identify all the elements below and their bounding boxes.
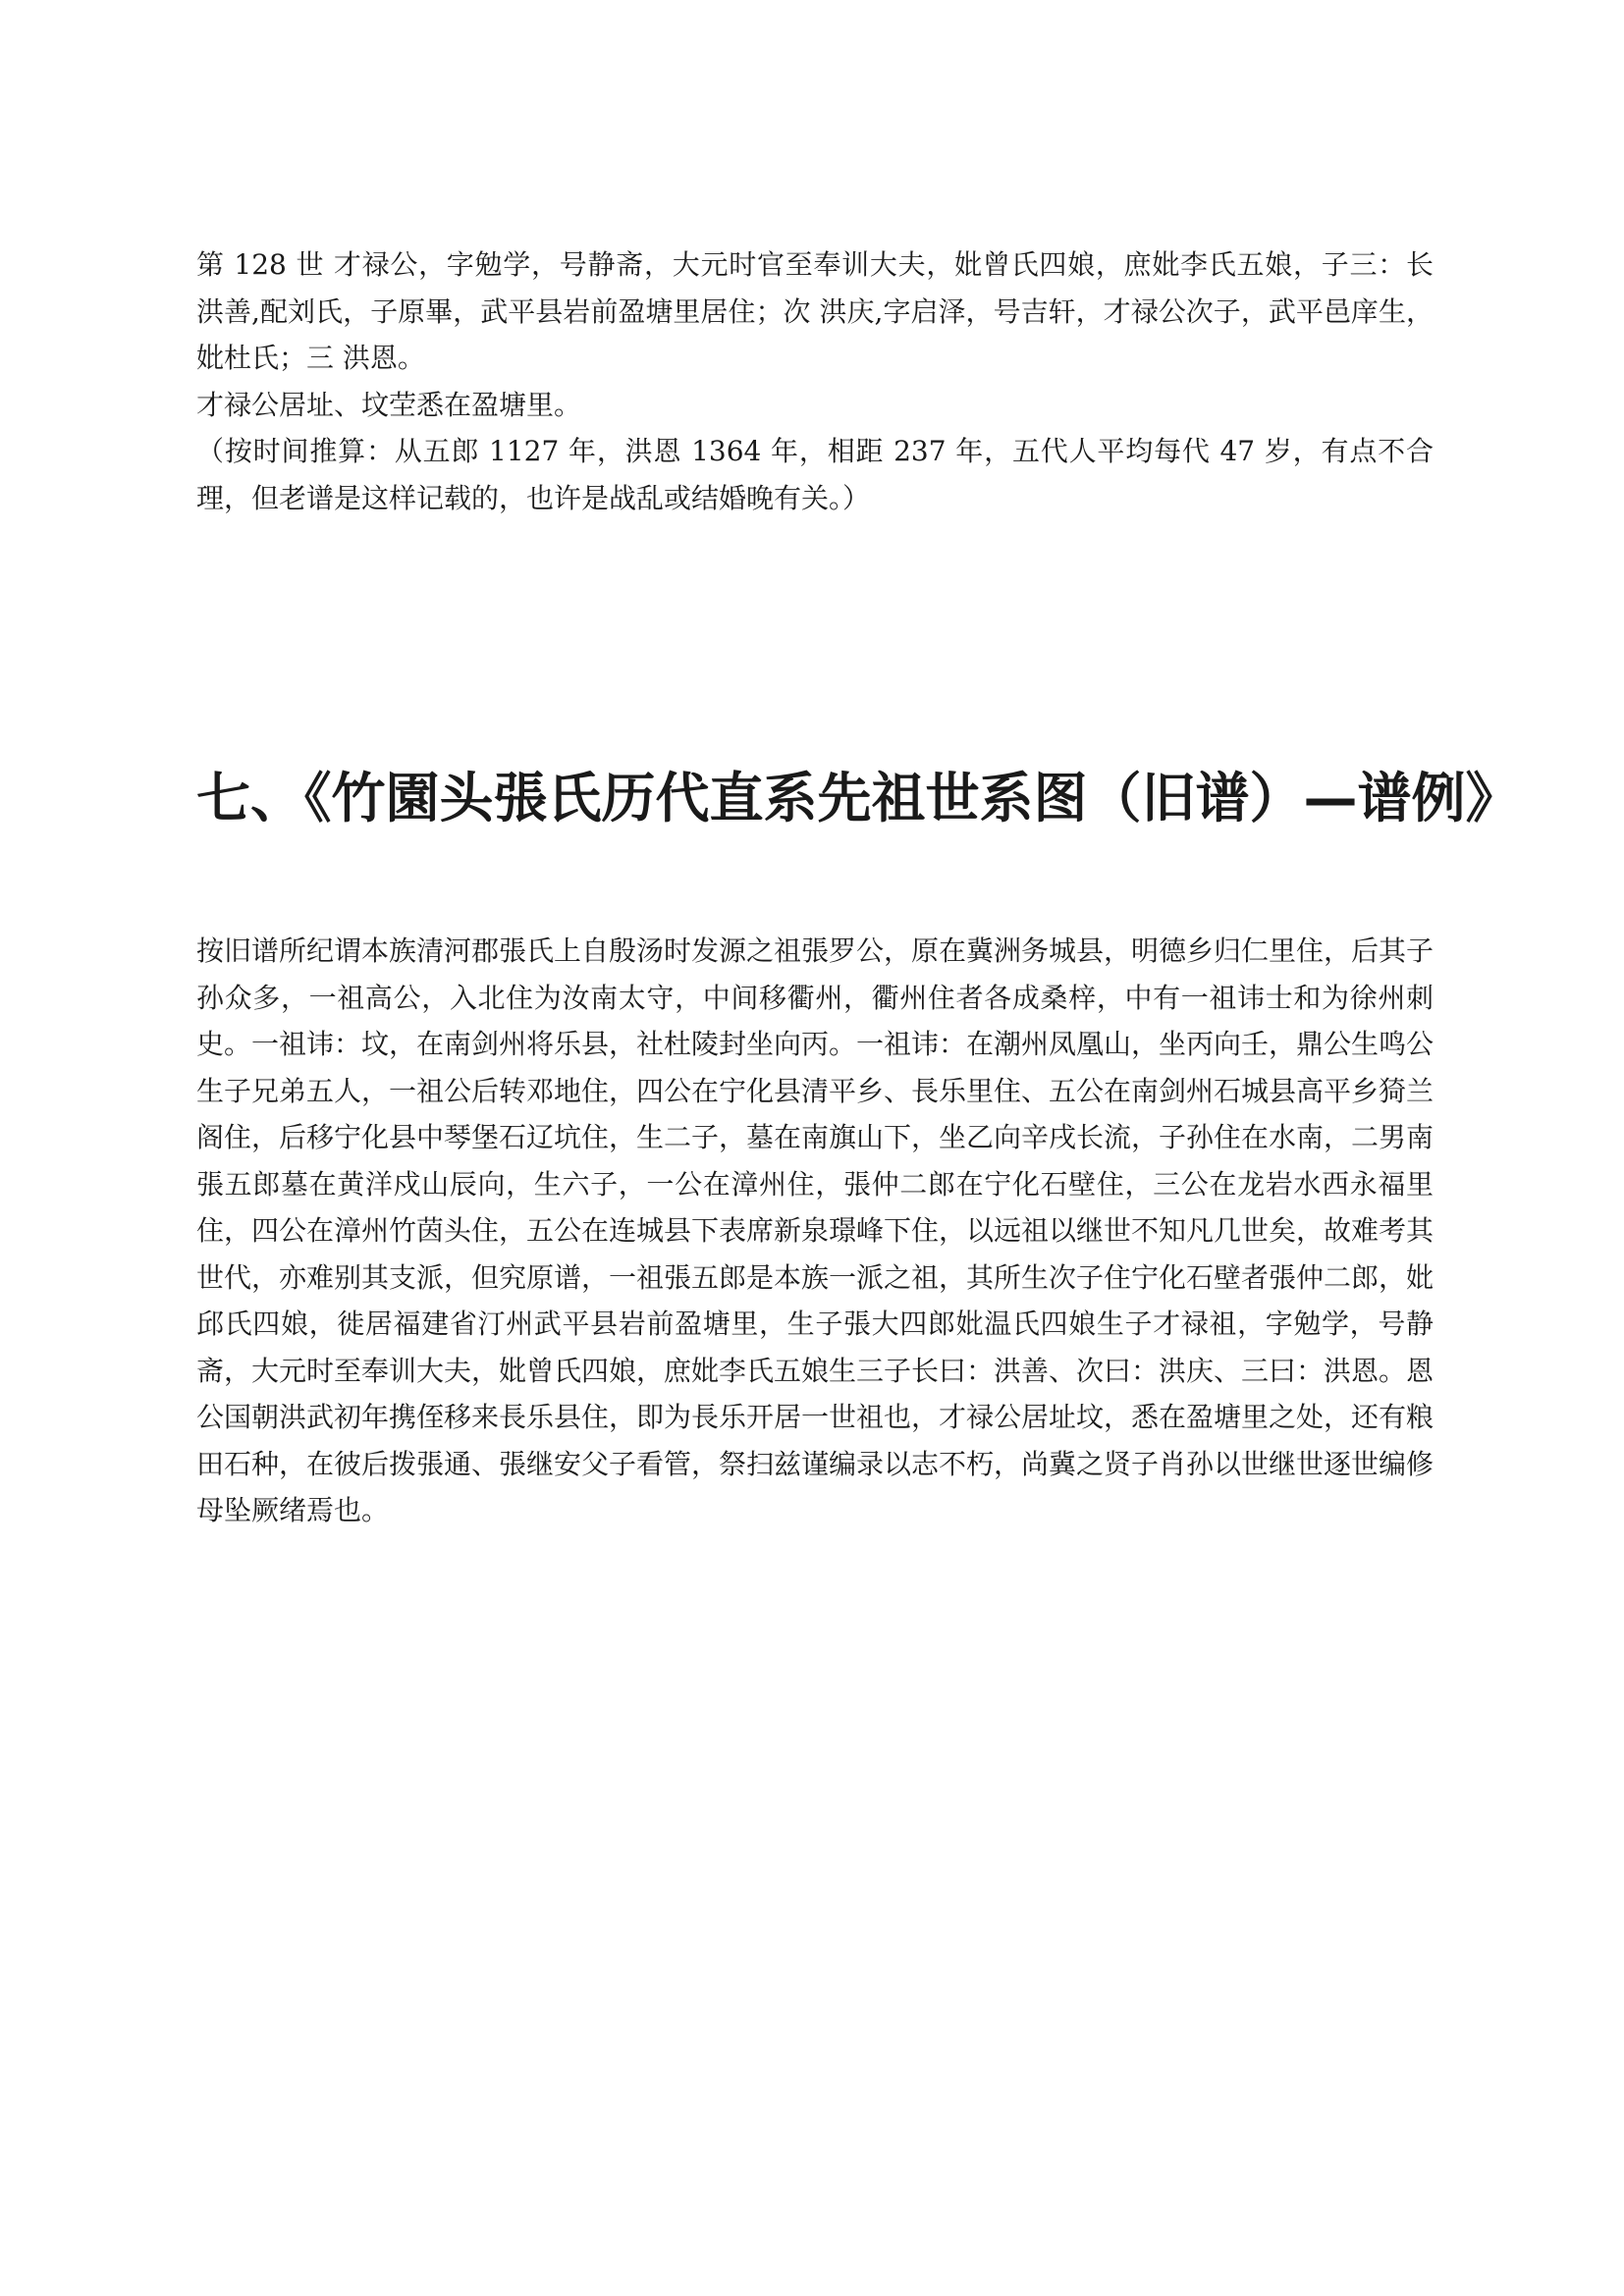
generation-entry: [196, 241, 1434, 521]
chronology-note: （按时间推算：从五郎 1127 年，洪恩 1364 年，相距 237 年，五代人平均每代 47 岁，有点不合理，但老谱是这样记载的，也许是战乱或结婚晚有关。）: [196, 435, 1434, 514]
section-body: [196, 928, 1434, 1534]
section-heading: 七、《竹園头張氏历代直系先祖世系图（旧谱）—谱例》: [196, 767, 1520, 829]
generation-entry-text: 第 128 世 才禄公，字勉学，号静斋，大元时官至奉训大夫，妣曾氏四娘，庶妣李氏五娘，子三：长 洪善,配刘氏，子原畢，武平县岩前盈塘里居住；次 洪庆,字启泽，号吉轩，才禄公次子，武平邑庠生，妣杜氏；三 洪恩。: [196, 248, 1434, 374]
genealogy-paragraph: 按旧谱所纪谓本族清河郡張氏上自殷汤时发源之祖張罗公，原在冀洲务城县，明德乡归仁里住，后其子孙众多，一祖高公，入北住为汝南太守，中间移衢州，衢州住者各成桑梓，中有一祖讳士和为徐州刺史。一祖讳：坟，在南剑州将乐县，社杜陵封坐向丙。一祖讳：在潮州凤凰山，坐丙向壬，鼎公生鸣公生子兄弟五人，一祖公后转邓地住，四公在宁化县清平乡、長乐里住、五公在南剑州石城县高平乡猗兰阁住，后移宁化县中琴堡石辽坑住，生二子，墓在南旗山下，坐乙向辛戌长流，子孙住在水南，二男南張五郎墓在黄洋戍山辰向，生六子，一公在漳州住，張仲二郎在宁化石壁住，三公在龙岩水西永福里住，四公在漳州竹茵头住，五公在连城县下表席新泉璟峰下住，以远祖以继世不知凡几世矣，故难考其世代，亦难别其支派，但究原谱，一祖張五郎是本族一派之祖，其所生次子住宁化石壁者張仲二郎，妣邱氏四娘，徙居福建省汀州武平县岩前盈塘里，生子張大四郎妣温氏四娘生子才禄祖，字勉学，号静斋，大元时至奉训大夫，妣曾氏四娘，庶妣李氏五娘生三子长曰：洪善、次曰：洪庆、三曰：洪恩。恩公国朝洪武初年携侄移来長乐县住，即为長乐开居一世祖也，才禄公居址坟，悉在盈塘里之处，还有粮田石种，在彼后拨張通、張继安父子看管，祭扫兹谨编录以志不朽，尚冀之贤子肖孙以世继世逐世编修母坠厥绪焉也。: [196, 934, 1435, 1526]
burial-site-line: 才禄公居址、坟茔悉在盈塘里。: [196, 388, 582, 421]
